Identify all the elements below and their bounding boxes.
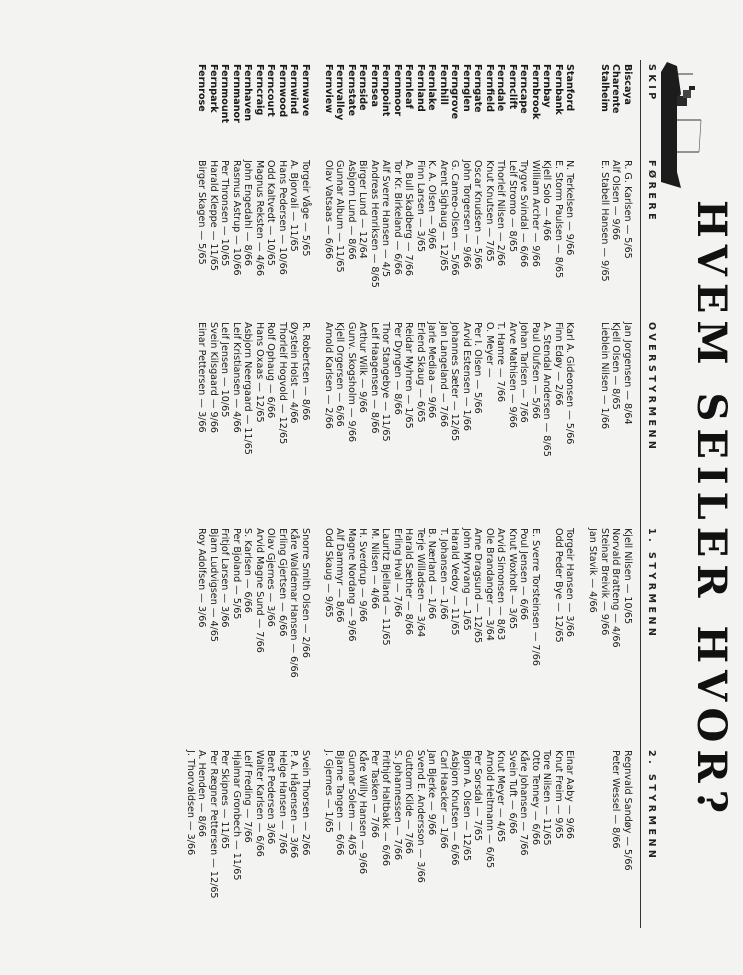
styrmann2-entry: Svend E. Andersson — 3/66	[415, 750, 426, 883]
overstyrmann-entry: O. Meyer —	[484, 322, 495, 378]
overstyrmann-entry: Kjell Orgersen — 6/66	[334, 322, 346, 427]
overstyrmann-entry: Leif Kristiansen — 4/66	[231, 322, 242, 433]
overstyrmann-entry: Thorleif Hogvold — 12/65	[277, 322, 288, 445]
overstyrmann-entry: Karl A. Gideonsen — 5/66	[564, 322, 576, 445]
forer-entry: Knut Knutsen — 7/65	[484, 160, 495, 262]
empty-cell	[587, 64, 599, 123]
styrmann2-entry: Kåre Johansen — 7/66	[518, 750, 530, 856]
ship-name: Fernwave	[300, 64, 311, 117]
styrmann1-entry: B. Nærland — 1/66	[426, 528, 438, 620]
forer-entry: Tor Kr. Birkeland — 6/66	[392, 160, 403, 275]
styrmann2-entry: Helge Hansen — 7/66	[277, 750, 288, 855]
forer-entry: K. A. Olsen — 9/66	[426, 160, 438, 250]
styrmann2-entry: Arnold Heitmann — 6/65	[484, 750, 495, 869]
styrmann1-entry: Arne Dragsund — 12/65	[472, 528, 484, 644]
forer-entry: Magnus Reksten — 4/66	[254, 160, 265, 277]
forer-entry: Alf Olsen — 9/66	[610, 160, 622, 241]
ship-name: Fernvalley	[334, 64, 346, 121]
styrmann2-entry: Asbjorn Knutsen — 6/66	[449, 750, 461, 866]
styrmann2-entry: Hjalmar Gronbech — 11/65	[231, 750, 242, 881]
group-spacer	[576, 528, 588, 678]
group-spacer	[576, 64, 588, 123]
forer-entry: William Archer — 9/66	[530, 160, 541, 267]
overstyrmann-entry: Johannes Sæter — 12/65	[449, 322, 461, 442]
overstyrmann-entry: A. Stendal Andersen — 8/65	[541, 322, 553, 457]
ship-name: Fernrose	[196, 64, 208, 112]
styrmann2-entry: Guttorm Kilde — 7/66	[403, 750, 415, 854]
ship-name: Ferngrove	[449, 64, 461, 120]
page-title: HVEM SEILER HVOR?	[688, 200, 735, 821]
overstyrmann-entry: Hans Oxaas — 12/65	[254, 322, 265, 423]
group-spacer	[576, 322, 588, 457]
header-2-styrmenn: 2. STYRMENN	[646, 750, 657, 862]
styrmann1-entry: T. Johansen — 1/66	[438, 528, 449, 620]
overstyrmann-entry: Jarle Mediaa — 9/66	[426, 322, 438, 419]
styrmann2-entry: Per Rægner Pettersen — 12/65	[208, 750, 219, 899]
ship-name: Fernmoor	[392, 64, 403, 117]
styrmann1-entry: Steinar Breivik — 9/66	[599, 528, 610, 636]
rotated-table-area	[185, 60, 743, 940]
ship-name: Fernlake	[426, 64, 438, 111]
header-rule	[640, 60, 641, 928]
ship-name: Fernmount	[219, 64, 231, 124]
styrmann2-entry: Knut Freim — 9/65	[553, 750, 564, 839]
forer-entry: Torgeir Våge — 5/65	[300, 160, 311, 257]
overstyrmann-entry: Leif Haagensen — 8/66	[369, 322, 380, 434]
forer-entry: Birger Skagen — 5/65	[196, 160, 208, 265]
ship-name: Ferncraig	[254, 64, 265, 116]
styrmann2-entry: Knut Meyer — 4/65	[495, 750, 507, 843]
styrmann2-entry: J. Thorvaldsen — 3/66	[185, 750, 196, 856]
styrmann1-entry: Magne Nordang — 9/66	[346, 528, 357, 642]
styrmann1-entry: Erling Hval — 7/66	[392, 528, 403, 618]
styrmann2-entry: A. Henden — 8/66	[196, 750, 208, 837]
ship-name: Charente	[610, 64, 622, 114]
ship-name: Fernmanor	[231, 64, 242, 123]
styrmann1-entry: Fritjof Larsen — 3/66	[219, 528, 231, 628]
ship-name: Fernsea	[369, 64, 380, 107]
ship-name: Fernclift	[507, 64, 518, 110]
ship-name: Ferncape	[518, 64, 530, 114]
forer-entry: Birger Lund — 12/64	[357, 160, 369, 259]
group-spacer	[311, 64, 323, 123]
styrmann2-entry: Per Sorsdal — 7/65	[472, 750, 484, 842]
forer-entry: Olav Vatsaas — 6/66	[323, 160, 334, 260]
styrmann1-entry: Terje Willadsen — 3/64	[415, 528, 426, 638]
styrmann2-entry: J. Gjernes — 1/65	[323, 750, 334, 833]
forer-entry: Hans Pedersen — 10/66	[277, 160, 288, 275]
empty-cell	[599, 750, 611, 899]
overstyrmann-entry: Reidar Myhren — 1/65	[403, 322, 415, 429]
forer-entry: G. Cameo-Olsen — 5/66	[449, 160, 461, 276]
ship-name: Fernstate	[346, 64, 357, 117]
ship-name: Ferngate	[472, 64, 484, 113]
forer-entry: Alf Sverre Hansen — 4/5	[380, 160, 392, 278]
styrmann2-entry: Frithjof Haltbakk — 6/66	[380, 750, 392, 867]
forer-entry: A. Bjorvali — 11/65	[288, 160, 300, 252]
styrmann2-entry: Kåre Willy Hansen — 9/66	[357, 750, 369, 875]
overstyrmann-entry: Lieblein Nilsen — 1/66	[599, 322, 610, 430]
styrmann1-entry: Alf Dammyr — 8/66	[334, 528, 346, 623]
ship-name: Ferndale	[495, 64, 507, 112]
forer-entry: Odd Kaltvedt — 10/65	[265, 160, 277, 266]
styrmann2-entry: Svein Thorsen — 2/66	[300, 750, 311, 856]
empty-cell	[185, 64, 197, 123]
ship-name: Fernpoint	[380, 64, 392, 117]
forer-entry: Per Thronsen — 10/65	[219, 160, 231, 267]
styrmann1-entry: Harald Sæther — 8/66	[403, 528, 415, 636]
styrmann2-entry: Peter Wessel — 8/66	[610, 750, 622, 849]
overstyrmann-entry: Einar Pettersen — 3/66	[196, 322, 208, 433]
styrmann1-entry: S. Karlsen — 6/66	[242, 528, 254, 614]
styrmann1-entry: Norvald Bratteng — 4/66	[610, 528, 622, 648]
ship-name: Fernwind	[288, 64, 300, 115]
styrmann2-entry: Svein Tuft — 6/66	[507, 750, 518, 835]
group-spacer	[311, 322, 323, 457]
empty-cell	[185, 322, 197, 457]
overstyrmann-entry: Gunv. Skogsholm — 9/66	[346, 322, 357, 443]
ship-name: Fernglen	[461, 64, 472, 112]
styrmann2-entry: Gunnar Solem — 4/65	[346, 750, 357, 856]
styrmann1-entry: Per Bjoland — 5/65	[231, 528, 242, 620]
overstyrmann-entry: Per I. Olsen — 5/66	[472, 322, 484, 414]
styrmann1-entry: Jan Stavik — 4/66	[587, 528, 599, 613]
overstyrmann-entry: Arvid Estensen — 1/66	[461, 322, 472, 432]
styrmann1-entry: Bjarn Ludvigsen — 4/65	[208, 528, 219, 643]
styrmann2-entry: Einar Aaby — 9/66	[564, 750, 576, 840]
styrmann1-entry: Torgeir Hansen — 3/66	[564, 528, 576, 637]
empty-cell	[587, 160, 599, 288]
overstyrmann-entry: Johan Tarlsen — 7/66	[518, 322, 530, 423]
styrmann1-entry: Knut Woxholt — 3/65	[507, 528, 518, 630]
forer-entry: Kjell Solo — 4/66	[541, 160, 553, 241]
overstyrmann-entry: R. Robertsen — 8/66	[300, 322, 311, 421]
styrmann1-entry: Olav Gjernes — 3/66	[265, 528, 277, 627]
styrmann2-entry: Bjorn A. Olsen — 12/65	[461, 750, 472, 862]
ship-name: Fernbank	[553, 64, 564, 115]
overstyrmann-entry: Erlend Skaug — 6/65	[415, 322, 426, 423]
header-overstyrmenn: OVERSTYRMENN	[646, 322, 657, 453]
styrmann1-entry: Kjell Nilsen — 10/65	[622, 528, 633, 625]
empty-cell	[587, 322, 599, 457]
overstyrmann-entry: Arthur Wilk — 9/66	[357, 322, 369, 413]
styrmann1-entry: Lauritz Bjelland — 11/65	[380, 528, 392, 646]
empty-cell	[185, 528, 197, 678]
forer-entry: Trygve Svindal — 6/66	[518, 160, 530, 268]
ship-name: Fernland	[415, 64, 426, 112]
styrmann2-entry: Bjarne Tangen — 6/66	[334, 750, 346, 856]
overstyrmann-entry: Thor Stangebye — 11/65	[380, 322, 392, 442]
overstyrmann-entry: Asbjorn Neergaard — 11/65	[242, 322, 254, 455]
styrmann1-entry	[541, 528, 553, 678]
forer-entry: John Torgersen — 9/66	[461, 160, 472, 268]
forer-entry: Rasmus Astrup — 10/66	[231, 160, 242, 276]
column-1-styrmenn	[185, 528, 634, 678]
forer-entry: Asbjorn Lund — 8/66	[346, 160, 357, 260]
empty-cell	[587, 750, 599, 899]
group-spacer	[311, 750, 323, 899]
group-spacer	[311, 160, 323, 288]
ship-name: Fernbay	[541, 64, 553, 108]
header-1-styrmenn: 1. STYRMENN	[646, 528, 657, 640]
overstyrmann-entry: Øystein Holst — 4/66	[288, 322, 300, 424]
overstyrmann-entry: Arnold Karlsen — 2/66	[323, 322, 334, 429]
styrmann1-entry: Poul Jensen — 6/66	[518, 528, 530, 621]
ship-name: Fernleaf	[403, 64, 415, 109]
styrmann1-entry: Ole Brandanger — 3/64	[484, 528, 495, 641]
forer-entry: E. Stabell Hansen — 9/65	[599, 160, 610, 282]
overstyrmann-entry: Paul Olufsen — 5/66	[530, 322, 541, 419]
ship-name: Fernpark	[208, 64, 219, 113]
column-2-styrmenn	[185, 750, 634, 899]
styrmann1-entry: Harald Vedoy — 11/65	[449, 528, 461, 636]
header-forere: FØRERE	[646, 160, 657, 224]
ship-name: Fernview	[323, 64, 334, 114]
overstyrmann-entry: T. Hamre — 7/66	[495, 322, 507, 403]
overstyrmann-entry: Leif Jensen — 10/65	[219, 322, 231, 418]
forer-entry: Thorleif Nilsen — 2/66	[495, 160, 507, 267]
overstyrmann-entry: Kjell Olsen — 8/65	[610, 322, 622, 410]
styrmann1-entry: John Myrvang — 1/65	[461, 528, 472, 631]
ship-name: Fernfield	[484, 64, 495, 113]
styrmann1-entry: Odd Skaug — 9/65	[323, 528, 334, 618]
ship-illustration	[657, 60, 727, 190]
styrmann2-entry: S. Johannessen — 7/66	[392, 750, 403, 861]
forer-entry: E. Storm Paulsen — 8/65	[553, 160, 564, 279]
overstyrmann-entry: Arve Mathisen — 9/66	[507, 322, 518, 429]
styrmann2-entry: Tore Nilsen — 11/65	[541, 750, 553, 846]
group-spacer	[576, 750, 588, 899]
ship-name: Ferncourt	[265, 64, 277, 117]
ship-name: Biscaya	[622, 64, 633, 105]
styrmann2-entry: Per Skipnes — 11/65	[219, 750, 231, 850]
ship-name: Fernside	[357, 64, 369, 111]
ship-name: Fernhill	[438, 64, 449, 105]
ship-name: Stanford	[564, 64, 576, 112]
styrmann2-entry: Per Tasken — 7/66	[369, 750, 380, 838]
styrmann2-entry: P. A. Hågensen — 3/66	[288, 750, 300, 859]
forer-entry: Leif Stromo — 8/65	[507, 160, 518, 253]
overstyrmann-entry: Per Dyngen — 8/66	[392, 322, 403, 415]
ship-name: Fernhaven	[242, 64, 254, 122]
forer-entry: Gunnar Album — 11/65	[334, 160, 346, 273]
forer-entry: Andreas Henriksen — 8/65	[369, 160, 380, 288]
forer-entry: Finn Larsen — 3/65	[415, 160, 426, 253]
styrmann1-entry: Erling Gjertsen — 6/66	[277, 528, 288, 637]
forer-entry: John Engedahl — 8/66	[242, 160, 254, 266]
styrmann2-entry: Regnvald Sandøy — 5/66	[622, 750, 633, 871]
forer-entry: N. Terkelsen — 9/66	[564, 160, 576, 256]
overstyrmann-entry: Jan Langeland — 7/66	[438, 322, 449, 428]
styrmann1-entry: Roy Adolfsen — 3/66	[196, 528, 208, 628]
styrmann1-entry: Kåre Waldemar Hansen — 6/66	[288, 528, 300, 678]
forer-entry: Harald Kleppe — 11/65	[208, 160, 219, 272]
styrmann1-entry: E. Sverre Torsteinsen — 7/66	[530, 528, 541, 666]
forer-entry: Oscar Knudsen — 5/66	[472, 160, 484, 270]
styrmann2-entry: Jan Bjerke — 9/66	[426, 750, 438, 836]
column-skip	[185, 64, 634, 123]
forer-entry: Arent Sighaug — 12/65	[438, 160, 449, 272]
styrmann2-entry: Leif Freding — 7/66	[242, 750, 254, 843]
overstyrmann-entry: Finn Edøy — 2/66	[553, 322, 564, 406]
ship-name: Fernbrook	[530, 64, 541, 120]
overstyrmann-entry: Jan Jorgensen — 8/64	[622, 322, 633, 425]
column-forere	[185, 160, 634, 288]
styrmann1-entry: M. Nilsen — 4/66	[369, 528, 380, 610]
column-overstyrmenn	[185, 322, 634, 457]
styrmann1-entry: Odd Peder Bye — 12/65	[553, 528, 564, 643]
group-spacer	[311, 528, 323, 678]
empty-cell	[185, 160, 197, 288]
group-spacer	[576, 160, 588, 288]
styrmann1-entry: Snorre Smith Olsen — 2/66	[300, 528, 311, 658]
styrmann2-entry: Walter Karlsen — 6/66	[254, 750, 265, 857]
ship-name: Fernwood	[277, 64, 288, 118]
forer-entry: A. Bull Skadberg — 7/66	[403, 160, 415, 277]
styrmann1-entry: Arvid Magne Sund — 7/66	[254, 528, 265, 653]
styrmann2-entry: Carl Haacker — 1/66	[438, 750, 449, 849]
styrmann1-entry: H. Sverdrup — 9/66	[357, 528, 369, 623]
styrmann2-entry: Otto Tenney — 6/66	[530, 750, 541, 846]
ship-name: Stalheim	[599, 64, 610, 112]
styrmann2-entry: Bent Pedersen 3/66	[265, 750, 277, 845]
overstyrmann-entry: Svein Kilsgaard — 9/66	[208, 322, 219, 434]
forer-entry: R. G. Karlsen — 5/65	[622, 160, 633, 259]
header-skip: SKIP	[646, 64, 657, 103]
styrmann1-entry: Arvid Simonsen — 8/63	[495, 528, 507, 641]
overstyrmann-entry: Rolf Ophaug — 6/66	[265, 322, 277, 419]
